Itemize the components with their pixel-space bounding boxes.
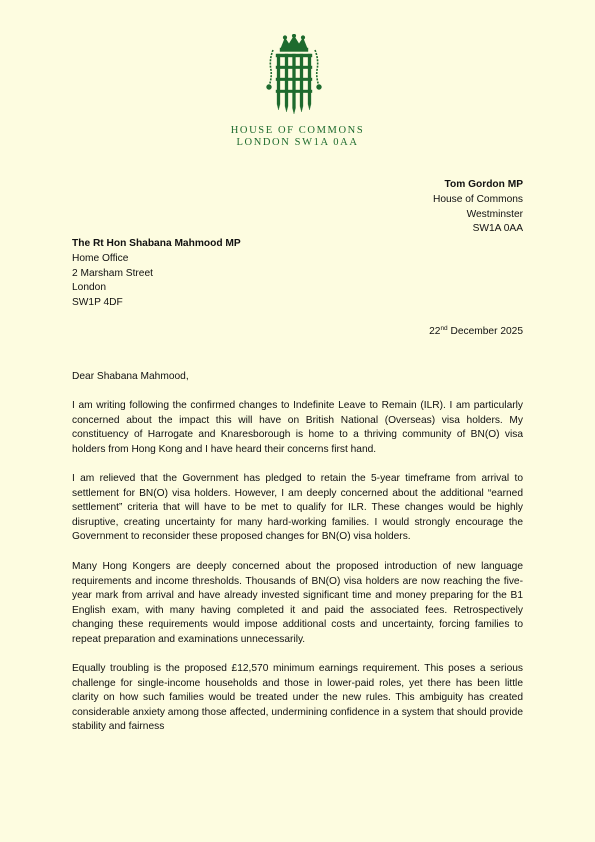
sender-postcode: SW1A 0AA — [472, 223, 523, 235]
letter-date — [429, 325, 523, 339]
portcullis-crest-icon — [263, 34, 325, 114]
sender-name: Tom Gordon MP — [444, 179, 523, 190]
recipient-address-line: 2 Marsham Street — [72, 267, 153, 279]
letterhead-title: HOUSE OF COMMONS — [230, 125, 365, 136]
sender-address-block — [433, 178, 523, 237]
body-paragraph: I am relieved that the Government has pledged to retain the 5-year timeframe from arrival to settlement for BN(O) visa holders. However, I am deeply concerned about the additional “earned settlement” criteria that will have to be met to qualify for ILR. These changes would be highly disruptive, creating uncertainty for many hard-working families. I would strongly encourage the Government to reconsider these proposed changes for BN(O) visa holders. — [72, 473, 523, 543]
recipient-address-line: London — [72, 282, 106, 294]
recipient-name: The Rt Hon Shabana Mahmood MP — [72, 238, 241, 249]
body-paragraph: I am writing following the confirmed changes to Indefinite Leave to Remain (ILR). I am particularly concerned about the impact this will have on British National (Overseas) visa holders. My constituency of Harrogate and Knaresborough is home to a thriving community of BN(O) visa holders from Hong Kong and I have heard their concerns first hand. — [72, 400, 523, 455]
date-day: 22 — [429, 326, 441, 337]
salutation: Dear Shabana Mahmood, — [72, 371, 189, 382]
sender-address-line: House of Commons — [432, 193, 523, 205]
letterhead-address: LONDON SW1A 0AA — [236, 137, 359, 148]
recipient-address-line: Home Office — [72, 252, 129, 264]
date-ordinal-suffix: nd — [440, 325, 448, 332]
recipient-postcode: SW1P 4DF — [72, 297, 123, 309]
body-paragraph: Equally troubling is the proposed £12,570 minimum earnings requirement. This poses a serious challenge for single-income households and those in lower-paid roles, yet there has been little clarity on how such families would be treated under the new rules. This ambiguity has created considerable anxiety among those affected, undermining confidence in a system that should provide stability and fairness — [72, 663, 523, 733]
sender-address-line: Westminster — [466, 208, 523, 220]
body-paragraph: Many Hong Kongers are deeply concerned about the proposed introduction of new language requirements and income thresholds. Thousands of BN(O) visa holders are now reaching the five-year mark from arrival and have already invested significant time and money preparing for the B1 English exam, with many having completed it and paid the associated fees. Retrospectively changing these requirements would impose additional costs and uncertainty, forcing families to repeat preparation and examinations unnecessarily. — [72, 561, 523, 645]
recipient-address-block — [72, 237, 241, 311]
date-month-year: December 2025 — [447, 326, 523, 337]
